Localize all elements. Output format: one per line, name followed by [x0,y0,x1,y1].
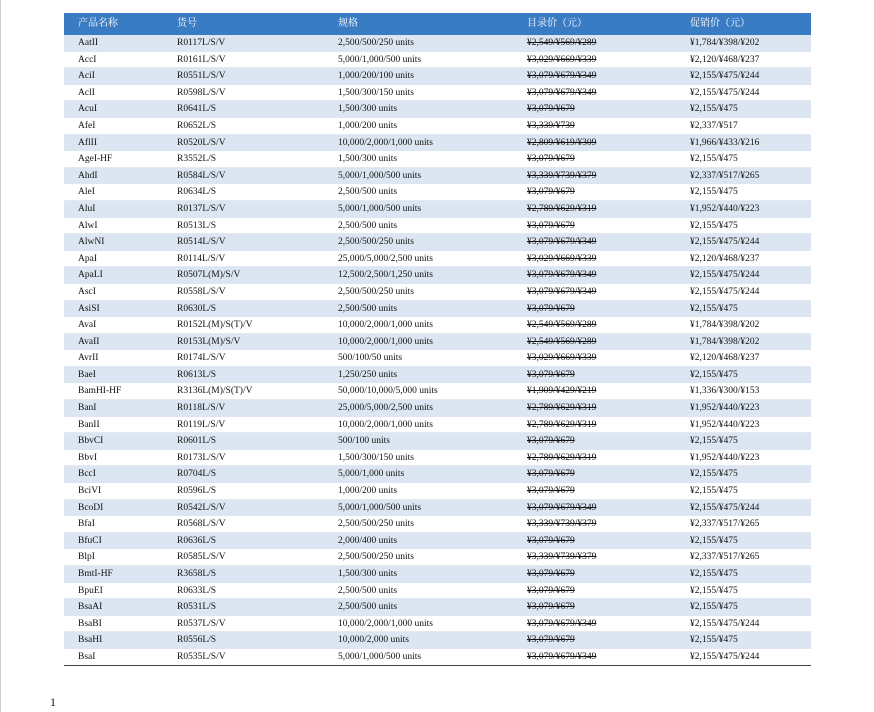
list-price-cell: ¥2,789/¥629/¥319 [527,452,597,463]
spec-cell: 10,000/2,000 units [338,635,409,646]
catalog-number-cell: R0652L/S [177,120,217,131]
promo-price-cell: ¥1,784/¥398/¥202 [690,336,760,347]
product-name-cell: BpuEI [78,585,103,596]
price-table [64,13,811,666]
promo-price-cell: ¥2,337/¥517/¥265 [690,170,760,181]
header-list-price: 目录价（元） [527,18,587,29]
product-name-cell: AvrII [78,353,99,364]
product-name-cell: BsaHI [78,635,103,646]
product-name-cell: AluI [78,203,96,214]
product-name-cell: ApaLI [78,270,103,281]
product-name-cell: AfeI [78,120,96,131]
spec-cell: 5,000/1,000/500 units [338,203,422,214]
list-price-cell: ¥3,079/¥679 [527,535,575,546]
promo-price-cell: ¥2,120/¥468/¥237 [690,353,760,364]
table-row [64,201,811,218]
list-price-cell: ¥1,909/¥429/¥219 [527,386,597,397]
spec-cell: 10,000/2,000/1,000 units [338,618,434,629]
catalog-number-cell: R0630L/S [177,303,217,314]
spec-cell: 2,500/500/250 units [338,237,415,248]
header-catalog-number: 货号 [177,18,197,29]
table-row [64,400,811,417]
table-row [64,52,811,69]
spec-cell: 5,000/1,000/500 units [338,54,422,65]
list-price-cell: ¥3,079/¥679 [527,369,575,380]
spec-cell: 2,500/500 units [338,220,398,231]
catalog-number-cell: R0568L/S/V [177,519,226,530]
list-price-cell: ¥3,079/¥679/¥349 [527,286,597,297]
product-name-cell: AcuI [78,104,97,115]
spec-cell: 2,000/400 units [338,535,398,546]
table-row [64,483,811,500]
product-name-cell: AlwI [78,220,98,231]
product-name-cell: AscI [78,286,96,297]
list-price-cell: ¥3,079/¥679 [527,569,575,579]
table-row [64,367,811,384]
table-row [64,516,811,533]
table-body [64,35,811,666]
catalog-number-cell: R0556L/S [177,635,217,646]
table-row [64,184,811,201]
catalog-number-cell: R0117L/S/V [177,38,226,48]
table-row [64,632,811,649]
list-price-cell: ¥3,079/¥679/¥349 [527,270,597,281]
product-name-cell: AvaII [78,336,100,347]
list-price-cell: ¥3,079/¥679/¥349 [527,651,597,662]
product-name-cell: BccI [78,469,96,480]
spec-cell: 2,500/500/250 units [338,552,415,563]
catalog-number-cell: R0641L/S [177,104,217,115]
promo-price-cell: ¥2,337/¥517/¥265 [690,519,760,530]
header-product-name: 产品名称 [78,18,118,29]
catalog-number-cell: R0161L/S/V [177,54,226,65]
product-name-cell: BlpI [78,552,95,563]
promo-price-cell: ¥2,155/¥475 [690,154,738,165]
table-row [64,118,811,135]
table-row [64,599,811,616]
table-row [64,301,811,318]
catalog-number-cell: R0704L/S [177,469,217,480]
product-name-cell: AatII [78,38,99,48]
list-price-cell: ¥3,339/¥739/¥379 [527,552,597,563]
list-price-cell: ¥3,079/¥679 [527,469,575,480]
promo-price-cell: ¥2,155/¥475 [690,535,738,546]
promo-price-cell: ¥2,155/¥475/¥244 [690,651,760,662]
product-name-cell: AccI [78,54,97,65]
list-price-cell: ¥2,809/¥619/¥309 [527,137,597,148]
promo-price-cell: ¥2,155/¥475 [690,602,738,613]
promo-price-cell: ¥2,155/¥475 [690,585,738,596]
table-row [64,466,811,483]
table-row [64,251,811,268]
catalog-number-cell: R0596L/S [177,486,217,497]
catalog-number-cell: R0137L/S/V [177,203,226,214]
table-row [64,383,811,400]
spec-cell: 1,500/300/150 units [338,452,415,463]
spec-cell: 10,000/2,000/1,000 units [338,419,434,430]
promo-price-cell: ¥1,952/¥440/¥223 [690,419,760,430]
list-price-cell: ¥3,079/¥679 [527,486,575,497]
product-name-cell: BsaAI [78,602,103,613]
list-price-cell: ¥3,079/¥679/¥349 [527,237,597,248]
product-name-cell: AgeI-HF [78,154,113,165]
catalog-number-cell: R0507L(M)/S/V [177,270,241,281]
promo-price-cell: ¥2,155/¥475 [690,303,738,314]
product-name-cell: AsiSI [78,303,100,314]
table-row [64,218,811,235]
list-price-cell: ¥3,079/¥679/¥349 [527,618,597,629]
product-name-cell: AhdI [78,170,98,181]
spec-cell: 2,500/500 units [338,585,398,596]
product-name-cell: BcoDI [78,502,104,513]
table-row [64,549,811,566]
spec-cell: 1,500/300 units [338,154,398,165]
list-price-cell: ¥3,029/¥669/¥339 [527,253,597,264]
spec-cell: 5,000/1,000/500 units [338,651,422,662]
catalog-number-cell: R0535L/S/V [177,651,226,662]
spec-cell: 2,500/500 units [338,602,398,613]
spec-cell: 12,500/2,500/1,250 units [338,270,434,281]
product-name-cell: ApaI [78,253,97,264]
catalog-number-cell: R0542L/S/V [177,502,226,513]
table-row [64,68,811,85]
promo-price-cell: ¥2,155/¥475/¥244 [690,87,760,98]
spec-cell: 1,250/250 units [338,369,398,380]
table-row [64,168,811,185]
promo-price-cell: ¥1,952/¥440/¥223 [690,203,760,214]
product-name-cell: AleI [78,187,95,198]
product-name-cell: BanII [78,419,100,430]
list-price-cell: ¥3,079/¥679 [527,585,575,596]
catalog-number-cell: R0119L/S/V [177,419,226,430]
list-price-cell: ¥3,079/¥679/¥349 [527,71,597,82]
table-row [64,350,811,367]
header-promo-price: 促销价（元） [690,18,750,29]
table-row [64,500,811,517]
table-row [64,450,811,467]
spec-cell: 1,000/200 units [338,120,398,131]
spec-cell: 1,500/300/150 units [338,87,415,98]
list-price-cell: ¥3,339/¥739 [527,120,575,131]
table-row [64,35,811,52]
promo-price-cell: ¥2,155/¥475/¥244 [690,71,760,82]
page-number: 1 [50,695,56,709]
promo-price-cell: ¥2,155/¥475 [690,220,738,231]
catalog-number-cell: R0513L/S [177,220,217,231]
spec-cell: 5,000/1,000 units [338,469,405,480]
product-name-cell: BaeI [78,369,96,380]
promo-price-cell: ¥2,120/¥468/¥237 [690,54,760,65]
catalog-number-cell: R0114L/S/V [177,253,226,264]
promo-price-cell: ¥2,155/¥475 [690,369,738,380]
spec-cell: 10,000/2,000/1,000 units [338,137,434,148]
catalog-number-cell: R0585L/S/V [177,552,226,563]
header-spec: 规格 [338,18,358,29]
list-price-cell: ¥3,029/¥669/¥339 [527,54,597,65]
table-row [64,616,811,633]
table-row [64,101,811,118]
catalog-number-cell: R0633L/S [177,585,217,596]
list-price-cell: ¥3,079/¥679 [527,436,575,447]
spec-cell: 25,000/5,000/2,500 units [338,253,434,264]
promo-price-cell: ¥1,784/¥398/¥202 [690,38,760,48]
spec-cell: 5,000/1,000/500 units [338,170,422,181]
product-name-cell: AciI [78,71,95,82]
promo-price-cell: ¥2,120/¥468/¥237 [690,253,760,264]
catalog-number-cell: R3136L(M)/S(T)/V [177,386,253,397]
promo-price-cell: ¥1,952/¥440/¥223 [690,403,760,414]
promo-price-cell: ¥2,337/¥517/¥265 [690,552,760,563]
table-row [64,317,811,334]
product-name-cell: AclI [78,87,95,98]
promo-price-cell: ¥2,155/¥475 [690,469,738,480]
spec-cell: 1,000/200 units [338,486,398,497]
table-row [64,135,811,152]
spec-cell: 500/100/50 units [338,353,403,364]
catalog-number-cell: R0636L/S [177,535,217,546]
spec-cell: 10,000/2,000/1,000 units [338,320,434,331]
catalog-number-cell: R0613L/S [177,369,217,380]
promo-price-cell: ¥2,155/¥475/¥244 [690,618,760,629]
product-name-cell: BmtI-HF [78,569,113,579]
product-name-cell: BbvCI [78,436,104,447]
list-price-cell: ¥3,079/¥679 [527,187,575,198]
product-name-cell: BamHI-HF [78,386,122,397]
promo-price-cell: ¥2,155/¥475/¥244 [690,502,760,513]
spec-cell: 2,500/500 units [338,187,398,198]
table-header-row [64,13,811,35]
catalog-number-cell: R0551L/S/V [177,71,226,82]
table-row [64,649,811,666]
page-edge [0,0,1,712]
promo-price-cell: ¥1,966/¥433/¥216 [690,137,760,148]
spec-cell: 500/100 units [338,436,390,447]
catalog-number-cell: R0537L/S/V [177,618,226,629]
table-row [64,566,811,583]
list-price-cell: ¥3,339/¥739/¥379 [527,170,597,181]
promo-price-cell: ¥2,155/¥475/¥244 [690,286,760,297]
catalog-number-cell: R0584L/S/V [177,170,226,181]
product-name-cell: AvaI [78,320,97,331]
promo-price-cell: ¥1,336/¥300/¥153 [690,386,760,397]
product-name-cell: AflII [78,137,97,148]
table-row [64,334,811,351]
promo-price-cell: ¥2,155/¥475 [690,436,738,447]
list-price-cell: ¥2,549/¥569/¥289 [527,38,597,48]
promo-price-cell: ¥2,155/¥475 [690,635,738,646]
spec-cell: 2,500/500/250 units [338,286,415,297]
list-price-cell: ¥3,079/¥679/¥349 [527,502,597,513]
list-price-cell: ¥3,339/¥739/¥379 [527,519,597,530]
catalog-number-cell: R0531L/S [177,602,217,613]
spec-cell: 10,000/2,000/1,000 units [338,336,434,347]
table-row [64,151,811,168]
product-name-cell: BfaI [78,519,95,530]
promo-price-cell: ¥1,784/¥398/¥202 [690,320,760,331]
catalog-number-cell: R3552L/S [177,154,217,165]
list-price-cell: ¥3,079/¥679 [527,154,575,165]
list-price-cell: ¥2,549/¥569/¥289 [527,336,597,347]
table-row [64,433,811,450]
list-price-cell: ¥3,079/¥679 [527,635,575,646]
catalog-number-cell: R0153L(M)/S/V [177,336,241,347]
product-name-cell: BfuCI [78,535,102,546]
spec-cell: 2,500/500 units [338,303,398,314]
spec-cell: 5,000/1,000/500 units [338,502,422,513]
promo-price-cell: ¥2,155/¥475 [690,569,738,579]
product-name-cell: BciVI [78,486,102,497]
table-row [64,284,811,301]
promo-price-cell: ¥2,337/¥517 [690,120,738,131]
table-row [64,267,811,284]
catalog-number-cell: R0118L/S/V [177,403,226,414]
catalog-number-cell: R0174L/S/V [177,353,226,364]
list-price-cell: ¥3,079/¥679 [527,104,575,115]
catalog-number-cell: R0514L/S/V [177,237,226,248]
table-row [64,583,811,600]
product-name-cell: BbvI [78,452,97,463]
spec-cell: 1,500/300 units [338,104,398,115]
list-price-cell: ¥2,789/¥629/¥319 [527,403,597,414]
product-name-cell: BanI [78,403,97,414]
spec-cell: 1,500/300 units [338,569,398,579]
table-row [64,85,811,102]
table-row [64,234,811,251]
list-price-cell: ¥2,789/¥629/¥319 [527,203,597,214]
catalog-number-cell: R0634L/S [177,187,217,198]
promo-price-cell: ¥2,155/¥475 [690,104,738,115]
product-name-cell: AlwNI [78,237,105,248]
spec-cell: 2,500/500/250 units [338,519,415,530]
product-name-cell: BsaBI [78,618,102,629]
list-price-cell: ¥3,079/¥679/¥349 [527,87,597,98]
list-price-cell: ¥2,549/¥569/¥289 [527,320,597,331]
catalog-number-cell: R3658L/S [177,569,217,579]
list-price-cell: ¥3,079/¥679 [527,303,575,314]
spec-cell: 25,000/5,000/2,500 units [338,403,434,414]
catalog-number-cell: R0520L/S/V [177,137,226,148]
catalog-number-cell: R0558L/S/V [177,286,226,297]
promo-price-cell: ¥2,155/¥475/¥244 [690,270,760,281]
promo-price-cell: ¥1,952/¥440/¥223 [690,452,760,463]
spec-cell: 1,000/200/100 units [338,71,415,82]
table-row [64,533,811,550]
spec-cell: 2,500/500/250 units [338,38,415,48]
promo-price-cell: ¥2,155/¥475/¥244 [690,237,760,248]
list-price-cell: ¥3,029/¥669/¥339 [527,353,597,364]
catalog-number-cell: R0173L/S/V [177,452,226,463]
promo-price-cell: ¥2,155/¥475 [690,187,738,198]
catalog-number-cell: R0152L(M)/S(T)/V [177,320,253,331]
catalog-number-cell: R0598L/S/V [177,87,226,98]
list-price-cell: ¥3,079/¥679 [527,220,575,231]
promo-price-cell: ¥2,155/¥475 [690,486,738,497]
catalog-number-cell: R0601L/S [177,436,217,447]
spec-cell: 50,000/10,000/5,000 units [338,386,438,397]
table-row [64,417,811,434]
list-price-cell: ¥3,079/¥679 [527,602,575,613]
product-name-cell: BsaI [78,651,96,662]
list-price-cell: ¥2,789/¥629/¥319 [527,419,597,430]
